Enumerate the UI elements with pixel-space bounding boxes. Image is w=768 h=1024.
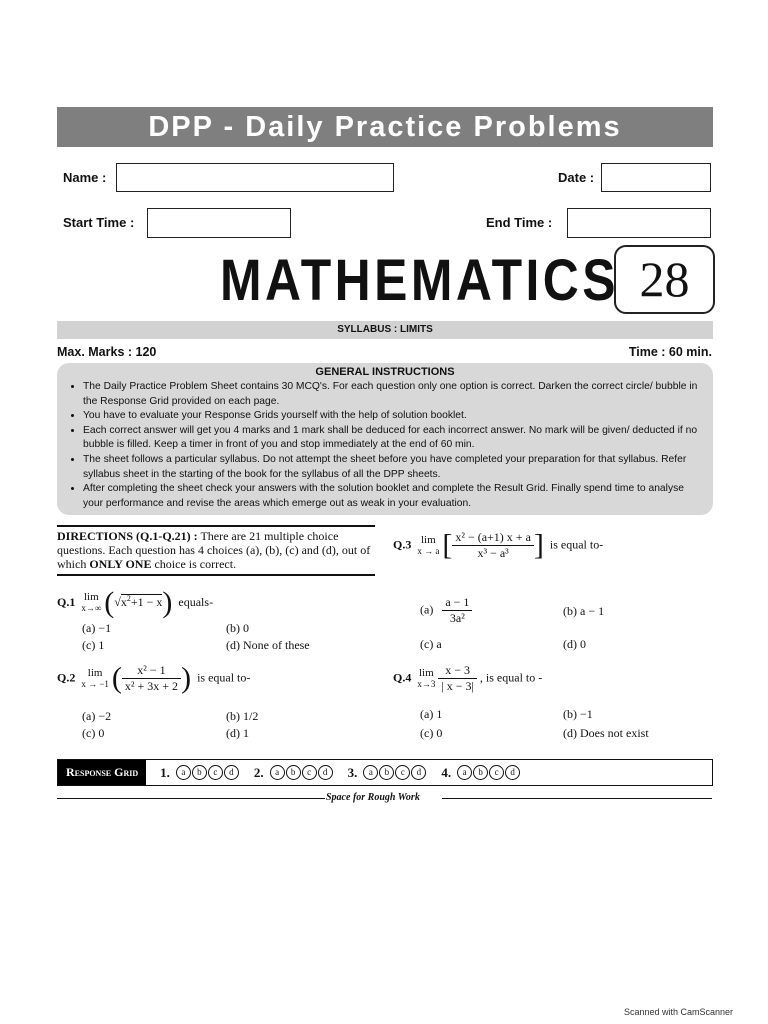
fraction: $\frac{x - 3}{| x - 3|}$ [438, 663, 477, 694]
answer-bubble-b[interactable]: b [286, 765, 301, 780]
question-number: Q.2 [57, 670, 76, 685]
name-field[interactable] [116, 163, 394, 192]
instruction-item: • The Daily Practice Problem Sheet contains 30 MCQ's. For each question only one option is correct. Darken the correct circle/ bubble in the Response Grid provided on each page. [83, 380, 705, 409]
rough-work-rule-left [57, 798, 325, 799]
instruction-item: • After completing the sheet check your answers with the solution booklet and complete the Result Grid. Finally spend time to analyse your performance and revise the areas which emerge out as weak in your evaluation. [83, 482, 705, 511]
answer-bubble-d[interactable]: d [318, 765, 333, 780]
answer-bubble-d[interactable]: d [505, 765, 520, 780]
directions-box [57, 525, 375, 576]
directions-bold: ONLY ONE [89, 557, 152, 571]
page-banner: DPP - Daily Practice Problems [57, 107, 713, 147]
response-grid-label: Response Grid [58, 760, 146, 785]
subject-title: MATHEMATICS [220, 248, 619, 313]
radical: $√x^2+1 - x$ [114, 593, 163, 609]
question-4 [393, 663, 542, 694]
limit-operator: lim x → −1 [81, 666, 109, 689]
limit-operator: lim x → a [417, 533, 440, 556]
fraction: $\frac{a - 1}{\text{3a²}}$ [442, 595, 472, 626]
date-field[interactable] [601, 163, 711, 192]
response-item-number: 1. [160, 764, 170, 780]
answer-bubble-a[interactable]: a [176, 765, 191, 780]
question-tail: is equal to- [549, 537, 604, 552]
q1-option-c: (c) 1 [82, 638, 105, 652]
sheet-number: 28 [614, 245, 715, 314]
instruction-item: • You have to evaluate your Response Grids yourself with the help of solution booklet. [83, 409, 705, 424]
q3-option-d: (d) 0 [563, 637, 586, 651]
start-time-field[interactable] [147, 208, 291, 238]
q4-option-b: (b) −1 [563, 707, 593, 721]
instructions-heading: GENERAL INSTRUCTIONS [315, 366, 455, 378]
fraction: $\frac{\text{x² − 1}}{\text{x² + 3x + 2}}$ [122, 663, 181, 694]
rough-work-label: Space for Rough Work [326, 792, 420, 803]
answer-bubble-c[interactable]: c [302, 765, 317, 780]
directions-text: There are 21 multiple choice questions. Each question has 4 choices (a), (b), (c) and (d), out of which [57, 529, 371, 571]
limit-operator: lim x→3 [417, 666, 436, 689]
question-3: Q.3 lim x → a [ $\frac{\text{x² − (a+1) x + a}}{\text{x³ − a³}}$ ] is equal to- [393, 528, 604, 562]
directions-label: DIRECTIONS (Q.1-Q.21) : [57, 529, 198, 543]
time-limit: Time : 60 min. [628, 345, 712, 359]
answer-bubble-c[interactable]: c [395, 765, 410, 780]
instruction-item: • The sheet follows a particular syllabus. Do not attempt the sheet before you have completed your preparation for that syllabus. Refer syllabus sheet in the starting of the book for the syllabus of all the DPP sheets. [83, 453, 705, 482]
answer-bubble-b[interactable]: b [473, 765, 488, 780]
answer-bubble-b[interactable]: b [379, 765, 394, 780]
q3-option-b: (b) a − 1 [563, 604, 605, 618]
instructions-list [57, 380, 713, 511]
answer-bubble-c[interactable]: c [208, 765, 223, 780]
response-item-number: 3. [347, 764, 358, 780]
question-number: Q.4 [393, 670, 412, 685]
q4-option-c: (c) 0 [420, 726, 443, 740]
end-time-field[interactable] [567, 208, 711, 238]
directions-text-end: choice is correct. [151, 557, 237, 571]
response-grid-items [146, 765, 521, 781]
answer-bubble-c[interactable]: c [489, 765, 504, 780]
question-tail: equals- [178, 594, 214, 609]
q1-option-a: (a) −1 [82, 621, 112, 635]
scanner-watermark: Scanned with CamScanner [623, 1007, 733, 1017]
question-number: Q.3 [393, 537, 412, 552]
q3-option-c: (c) a [420, 637, 442, 651]
end-time-label: End Time : [486, 215, 553, 230]
response-item-number: 4. [441, 764, 452, 780]
max-marks: Max. Marks : 120 [57, 345, 157, 359]
limit-operator: lim x→∞ [81, 591, 102, 613]
q4-option-a: (a) 1 [420, 707, 443, 721]
answer-bubble-d[interactable]: d [411, 765, 426, 780]
question-tail: , is equal to - [479, 670, 543, 685]
q4-option-d: (d) Does not exist [563, 726, 649, 740]
answer-bubble-b[interactable]: b [192, 765, 207, 780]
q1-option-b: (b) 0 [226, 621, 249, 635]
date-label: Date : [558, 170, 595, 185]
question-1: Q.1 lim x→∞ $(√x^2+1 - x)$ equals- [57, 586, 214, 619]
response-item-number: 2. [253, 764, 264, 780]
q2-option-b: (b) 1/2 [226, 709, 259, 723]
response-grid [57, 759, 713, 786]
syllabus-bar: SYLLABUS : LIMITS [57, 321, 713, 339]
fraction: $\frac{\text{x² − (a+1) x + a}}{\text{x³ − a³}}$ [452, 530, 534, 561]
q1-option-d: (d) None of these [226, 638, 310, 652]
q2-option-d: (d) 1 [226, 726, 249, 740]
general-instructions [57, 363, 713, 515]
answer-bubble-d[interactable]: d [224, 765, 239, 780]
answer-bubble-a[interactable]: a [363, 765, 378, 780]
name-label: Name : [63, 170, 107, 185]
rough-work-rule-right [442, 798, 712, 799]
q3-option-a: (a) $\frac{a - 1}{\text{3a²}}$ [420, 595, 472, 626]
q2-option-a: (a) −2 [82, 709, 112, 723]
question-number: Q.1 [57, 594, 76, 609]
answer-bubble-a[interactable]: a [270, 765, 285, 780]
start-time-label: Start Time : [63, 215, 135, 230]
q2-option-c: (c) 0 [82, 726, 105, 740]
answer-bubble-a[interactable]: a [457, 765, 472, 780]
question-2: Q.2 lim x → −1 ( $\frac{\text{x² − 1}}{\text{x² + 3x + 2}}$ ) is equal to- [57, 661, 251, 695]
instruction-item: • Each correct answer will get you 4 marks and 1 mark shall be deduced for each incorrect answer. No mark will be given/ deducted if no bubble is filled. Keep a timer in front of you and stop immediately at the end of 60 min. [83, 424, 705, 453]
question-tail: is equal to- [197, 670, 251, 685]
